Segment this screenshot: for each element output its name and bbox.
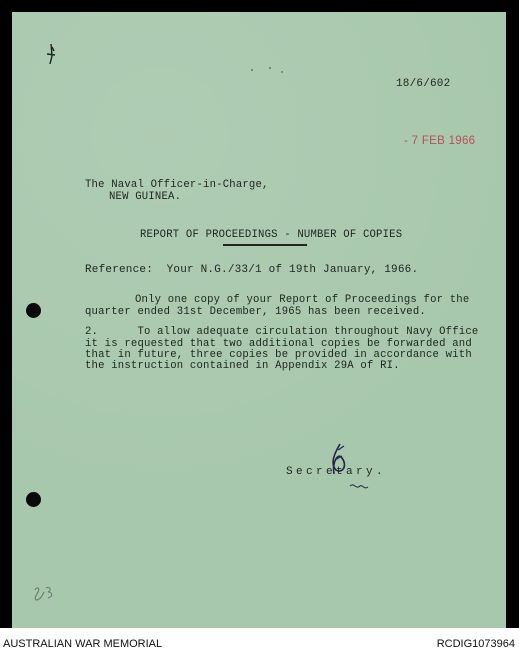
- paragraph-line: 2. To allow adequate circulation throughout Navy Office: [85, 326, 479, 338]
- punch-hole: [26, 492, 41, 507]
- subject-underline: [223, 244, 307, 246]
- catalogue-id: RCDIG1073964: [436, 638, 515, 650]
- paragraph-line: Only one copy of your Report of Proceedings for the: [135, 294, 470, 306]
- paragraph-line: the instruction contained in Appendix 29A of RI.: [85, 360, 400, 372]
- pencil-mark: [32, 580, 62, 604]
- paragraph-line: quarter ended 31st December, 1965 has been received.: [85, 306, 426, 318]
- addressee-line: NEW GUINEA.: [109, 191, 182, 203]
- archive-footer: [0, 628, 519, 653]
- received-date-stamp: - 7 FEB 1966: [404, 135, 476, 147]
- addressee-line: The Naval Officer-in-Charge,: [85, 179, 269, 191]
- paragraph-line: that in future, three copies be provided in accordance with: [85, 349, 472, 361]
- subject-heading: REPORT OF PROCEEDINGS - NUMBER OF COPIES: [140, 229, 403, 241]
- paper-speck-mark: [42, 42, 62, 72]
- signature-title: Secretary.: [286, 466, 387, 478]
- reference-line: Reference: Your N.G./33/1 of 19th January, 1966.: [85, 264, 419, 276]
- paragraph-line: it is requested that two additional copies be forwarded and: [85, 338, 472, 350]
- institution-name: AUSTRALIAN WAR MEMORIAL: [3, 638, 163, 650]
- document-page: [12, 12, 506, 628]
- paper-speck-mark: [248, 64, 288, 76]
- file-reference-number: 18/6/602: [396, 78, 451, 90]
- punch-hole: [26, 303, 41, 318]
